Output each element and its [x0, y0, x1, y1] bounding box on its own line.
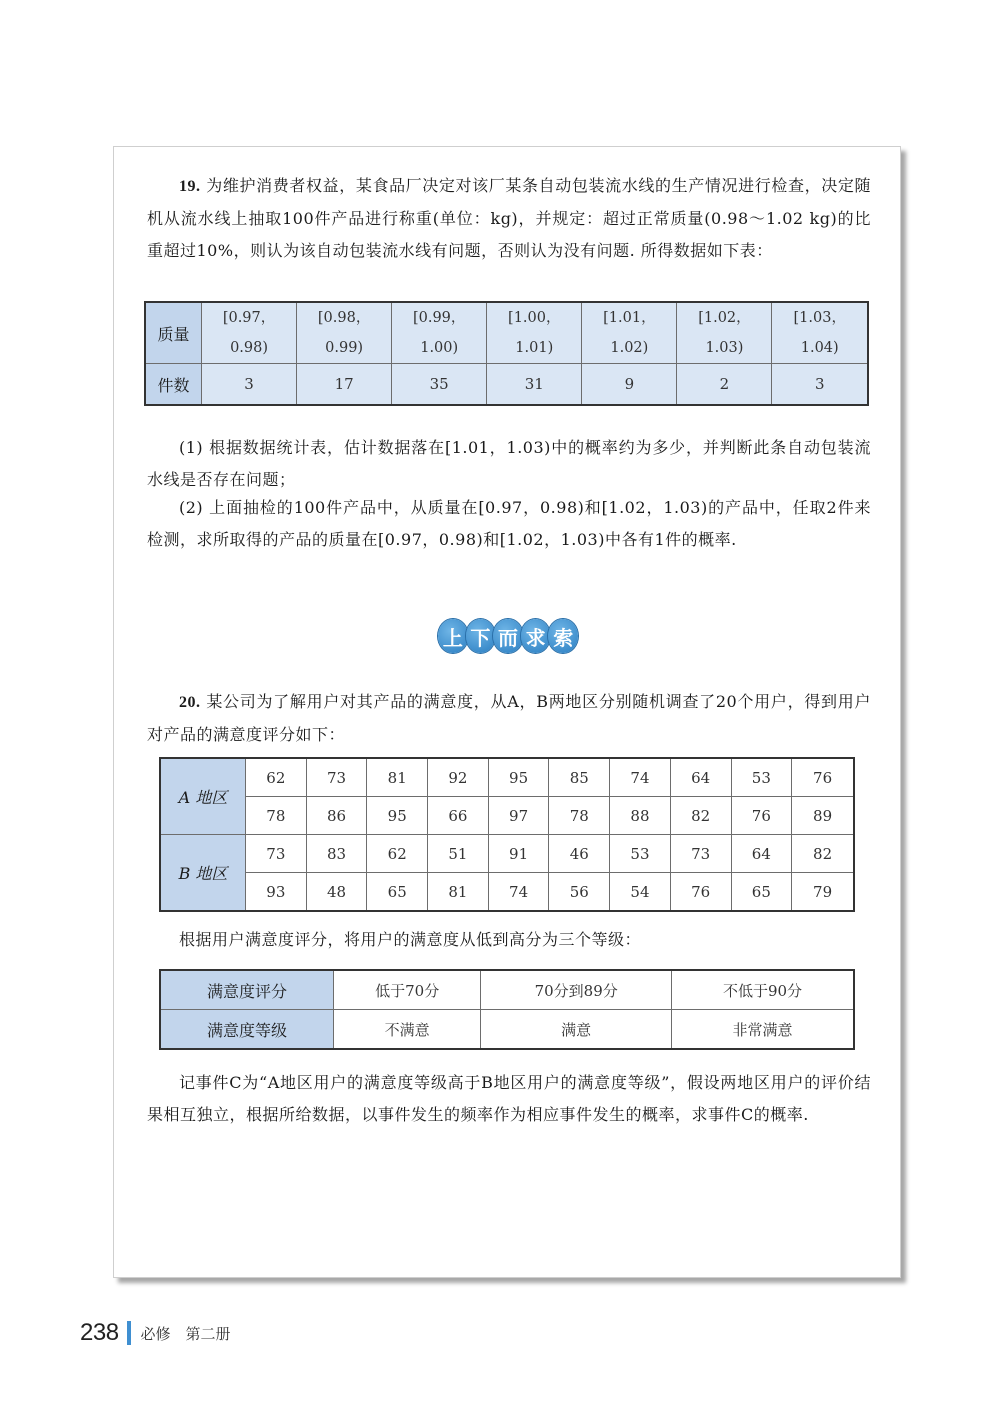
question-20-text: 某公司为了解用户对其产品的满意度，从A，B两地区分别随机调查了20个用户，得到用户对产品的满意度评分如下：: [147, 692, 871, 744]
score-cell: 53: [610, 835, 671, 873]
question-19: [147, 170, 871, 267]
question-19-number: 19.: [179, 178, 201, 195]
score-range-cell: 不低于90分: [671, 970, 854, 1010]
score-cell: 54: [610, 873, 671, 912]
score-cell: 64: [731, 835, 792, 873]
count-header: 件数: [145, 364, 202, 406]
interval-cell: [0.97， 0.98): [202, 302, 297, 364]
score-cell: 97: [488, 797, 549, 835]
score-cell: 76: [731, 797, 792, 835]
score-cell: 73: [246, 835, 307, 873]
count-cell: 31: [487, 364, 582, 406]
score-cell: 81: [428, 873, 489, 912]
count-cell: 3: [202, 364, 297, 406]
banner-char: 下: [466, 619, 496, 653]
count-cell: 3: [772, 364, 868, 406]
question-19-text: 为维护消费者权益，某食品厂决定对该厂某条自动包装流水线的生产情况进行检查，决定随机从流水线上抽取100件产品进行称重(单位：kg)，并规定：超过正常质量(0.98～1.02 kg)的比重超过10%，则认为该自动包装流水线有问题，否则认为没有问题. 所得数据如下表：: [147, 176, 871, 260]
book-series: 必修 第二册: [140, 1324, 231, 1343]
interval-cell: [1.00， 1.01): [487, 302, 582, 364]
score-cell: 85: [549, 758, 610, 797]
score-range-header: 满意度评分: [160, 970, 334, 1010]
score-cell: 82: [792, 835, 854, 873]
grade-level-cell: 非常满意: [671, 1010, 854, 1050]
question-19-part-1: (1) 根据数据统计表，估计数据落在[1.01，1.03)中的概率约为多少，并判断此条自动包装流水线是否存在问题；: [147, 438, 871, 489]
score-cell: 88: [610, 797, 671, 835]
grade-level-cell: 满意: [481, 1010, 672, 1050]
grade-level-header: 满意度等级: [160, 1010, 334, 1050]
score-cell: 74: [488, 873, 549, 912]
banner-char: 求: [521, 619, 551, 653]
region-a-label: A 地区: [160, 758, 246, 835]
score-cell: 48: [306, 873, 367, 912]
question-20-closing: 记事件C为“A地区用户的满意度等级高于B地区用户的满意度等级”，假设两地区用户的评价结果相互独立，根据所给数据，以事件发生的频率作为相应事件发生的概率，求事件C的概率.: [147, 1073, 871, 1124]
score-cell: 73: [670, 835, 731, 873]
score-cell: 82: [670, 797, 731, 835]
score-cell: 83: [306, 835, 367, 873]
score-cell: 51: [428, 835, 489, 873]
banner-char: 而: [493, 619, 523, 653]
interval-cell: [0.99， 1.00): [392, 302, 487, 364]
score-cell: 66: [428, 797, 489, 835]
score-cell: 78: [246, 797, 307, 835]
score-cell: 76: [792, 758, 854, 797]
page-number: 238: [80, 1319, 119, 1346]
grade-table: [159, 969, 855, 1050]
score-cell: 65: [731, 873, 792, 912]
question-20-number: 20.: [179, 694, 201, 711]
score-cell: 46: [549, 835, 610, 873]
score-cell: 79: [792, 873, 854, 912]
page-footer: [80, 1318, 231, 1348]
score-cell: 86: [306, 797, 367, 835]
score-cell: 64: [670, 758, 731, 797]
score-cell: 74: [610, 758, 671, 797]
score-cell: 93: [246, 873, 307, 912]
grade-level-cell: 不满意: [334, 1010, 481, 1050]
interval-cell: [1.01， 1.02): [582, 302, 677, 364]
score-cell: 78: [549, 797, 610, 835]
score-cell: 92: [428, 758, 489, 797]
banner-char: 上: [438, 619, 468, 653]
grade-intro: 根据用户满意度评分，将用户的满意度从低到高分为三个等级：: [179, 930, 642, 949]
question-19-part-2: (2) 上面抽检的100件产品中，从质量在[0.97，0.98)和[1.02，1.03)的产品中，任取2件来检测，求所取得的产品的质量在[0.97，0.98)和[1.02，1.03)中各有1件的概率.: [147, 498, 871, 549]
count-cell: 17: [297, 364, 392, 406]
question-20: [147, 686, 871, 751]
region-b-label: B 地区: [160, 835, 246, 912]
count-cell: 2: [677, 364, 772, 406]
weight-table: [144, 301, 869, 406]
score-cell: 65: [367, 873, 428, 912]
interval-cell: [1.02， 1.03): [677, 302, 772, 364]
score-range-cell: 70分到89分: [481, 970, 672, 1010]
score-cell: 91: [488, 835, 549, 873]
banner-char: 索: [548, 619, 578, 653]
score-cell: 95: [488, 758, 549, 797]
score-cell: 56: [549, 873, 610, 912]
weight-header: 质量: [145, 302, 202, 364]
count-cell: 35: [392, 364, 487, 406]
score-cell: 62: [367, 835, 428, 873]
score-cell: 95: [367, 797, 428, 835]
score-cell: 73: [306, 758, 367, 797]
satisfaction-scores-table: [159, 757, 855, 912]
score-cell: 89: [792, 797, 854, 835]
count-cell: 9: [582, 364, 677, 406]
section-banner: [439, 618, 577, 654]
interval-cell: [0.98， 0.99): [297, 302, 392, 364]
score-cell: 81: [367, 758, 428, 797]
score-cell: 76: [670, 873, 731, 912]
score-cell: 53: [731, 758, 792, 797]
score-range-cell: 低于70分: [334, 970, 481, 1010]
interval-cell: [1.03， 1.04): [772, 302, 868, 364]
footer-divider: [127, 1321, 131, 1345]
score-cell: 62: [246, 758, 307, 797]
